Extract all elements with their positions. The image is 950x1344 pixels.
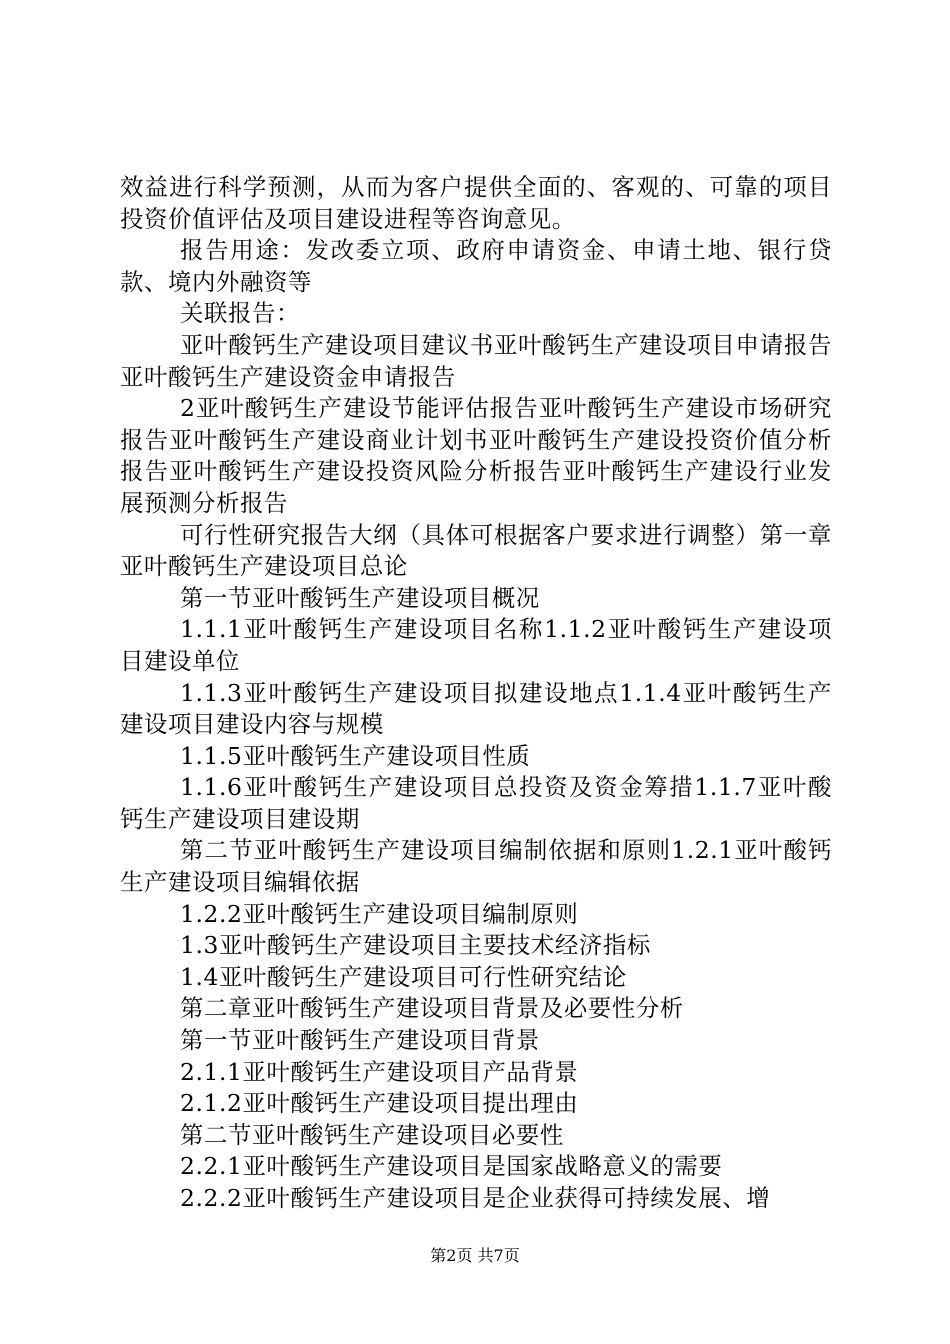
paragraph-21: 2.2.1亚叶酸钙生产建设项目是国家战略意义的需要 <box>180 1152 723 1181</box>
paragraph-8: 1.1.1亚叶酸钙生产建设项目名称1.1.2亚叶酸钙生产建设项目建设单位 <box>120 615 832 675</box>
paragraph-20: 第二节亚叶酸钙生产建设项目必要性 <box>180 1120 564 1149</box>
paragraph-11: 1.1.6亚叶酸钙生产建设项目总投资及资金筹措1.1.7亚叶酸钙生产建设项目建设期 <box>120 773 832 833</box>
page-footer <box>0 1243 950 1266</box>
document-body <box>120 172 832 1215</box>
paragraph-3: 关联报告： <box>180 299 300 328</box>
paragraph-18: 2.1.1亚叶酸钙生产建设项目产品背景 <box>180 1057 579 1086</box>
paragraph-15: 1.4亚叶酸钙生产建设项目可行性研究结论 <box>180 962 627 991</box>
paragraph-4: 亚叶酸钙生产建设项目建议书亚叶酸钙生产建设项目申请报告亚叶酸钙生产建设资金申请报告 <box>120 330 832 391</box>
paragraph-5: 2亚叶酸钙生产建设节能评估报告亚叶酸钙生产建设市场研究报告亚叶酸钙生产建设商业计划书亚叶酸钙生产建设投资价值分析报告亚叶酸钙生产建设投资风险分析报告亚叶酸钙生产建设行业发展预测分析报告 <box>120 394 832 517</box>
page-number-label: 第2页 共7页 <box>430 1246 520 1265</box>
paragraph-16: 第二章亚叶酸钙生产建设项目背景及必要性分析 <box>180 994 684 1023</box>
paragraph-12: 第二节亚叶酸钙生产建设项目编制依据和原则1.2.1亚叶酸钙生产建设项目编辑依据 <box>120 836 832 897</box>
paragraph-13: 1.2.2亚叶酸钙生产建设项目编制原则 <box>180 899 579 928</box>
paragraph-2: 报告用途：发改委立项、政府申请资金、申请土地、银行贷款、境内外融资等 <box>120 236 832 296</box>
paragraph-10: 1.1.5亚叶酸钙生产建设项目性质 <box>180 741 531 770</box>
paragraph-22: 2.2.2亚叶酸钙生产建设项目是企业获得可持续发展、增 <box>180 1184 771 1212</box>
paragraph-19: 2.1.2亚叶酸钙生产建设项目提出理由 <box>180 1089 579 1118</box>
paragraph-6: 可行性研究报告大纲（具体可根据客户要求进行调整）第一章亚叶酸钙生产建设项目总论 <box>120 520 832 581</box>
paragraph-9: 1.1.3亚叶酸钙生产建设项目拟建设地点1.1.4亚叶酸钙生产建设项目建设内容与规模 <box>120 678 832 739</box>
paragraph-14: 1.3亚叶酸钙生产建设项目主要技术经济指标 <box>180 931 651 960</box>
paragraph-7: 第一节亚叶酸钙生产建设项目概况 <box>180 583 540 612</box>
paragraph-1: 效益进行科学预测，从而为客户提供全面的、客观的、可靠的项目投资价值评估及项目建设进程等咨询意见。 <box>120 173 832 233</box>
paragraph-17: 第一节亚叶酸钙生产建设项目背景 <box>180 1026 540 1055</box>
